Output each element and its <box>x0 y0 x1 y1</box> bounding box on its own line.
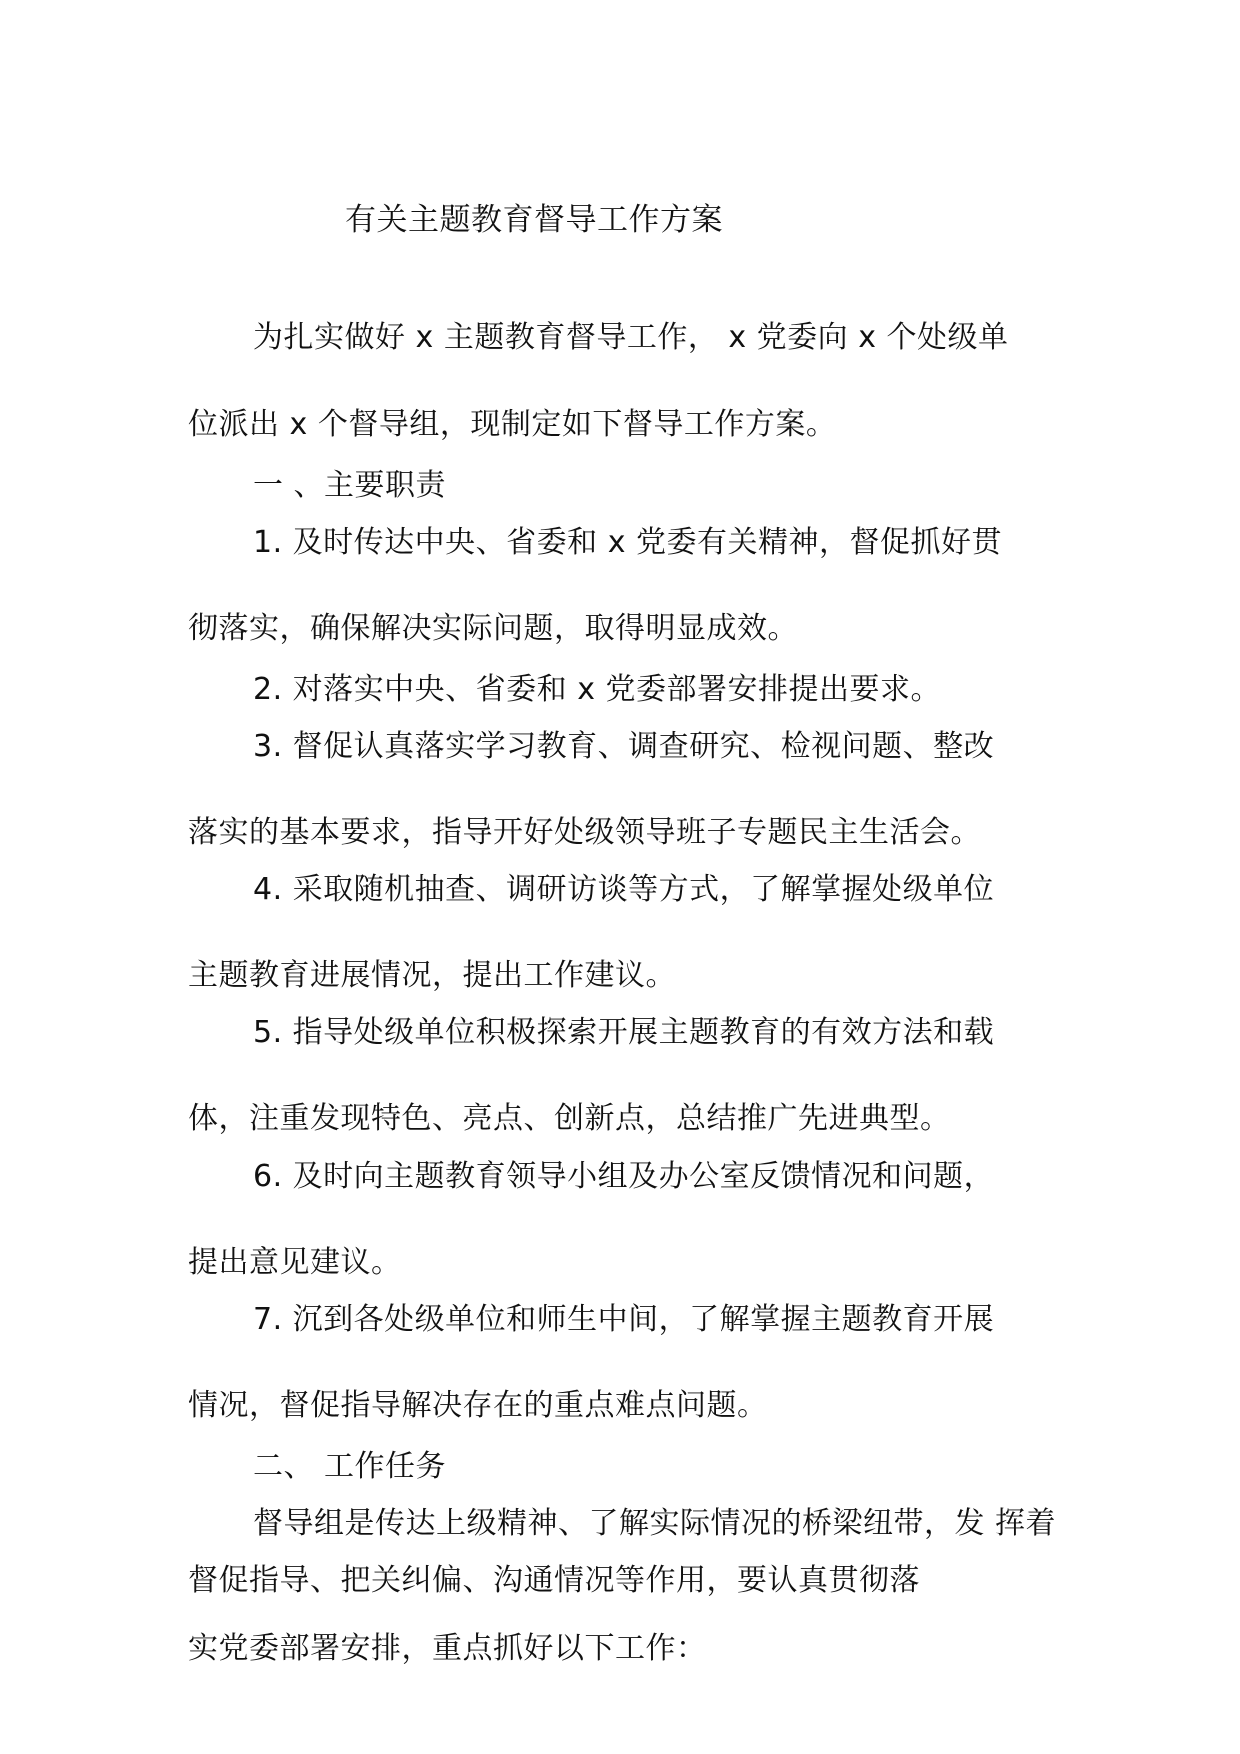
tasks-paragraph-line: 督导组是传达上级精神、了解实际情况的桥梁纽带，发 挥着 <box>253 1506 1057 1541</box>
duty-item-7-line: 7. 沉到各处级单位和师生中间，了解掌握主题教育开展 <box>253 1302 995 1337</box>
tasks-paragraph-line: 督促指导、把关纠偏、沟通情况等作用，要认真贯彻落 <box>188 1563 920 1598</box>
tasks-paragraph-line: 实党委部署安排，重点抓好以下工作： <box>188 1631 707 1666</box>
page-title: 有关主题教育督导工作方案 <box>345 202 723 238</box>
intro-paragraph-line: 位派出 x 个督导组，现制定如下督导工作方案。 <box>188 407 837 442</box>
duty-item-6-line: 6. 及时向主题教育领导小组及办公室反馈情况和问题， <box>253 1159 995 1194</box>
duty-item-4-line: 4. 采取随机抽查、调研访谈等方式，了解掌握处级单位 <box>253 872 995 907</box>
duty-item-4-line: 主题教育进展情况，提出工作建议。 <box>188 958 676 993</box>
duty-item-7-line: 情况，督促指导解决存在的重点难点问题。 <box>188 1388 768 1423</box>
intro-paragraph-line: 为扎实做好 x 主题教育督导工作， x 党委向 x 个处级单 <box>253 320 1009 355</box>
duty-item-1-line: 彻落实，确保解决实际问题，取得明显成效。 <box>188 611 798 646</box>
duty-item-3-line: 3. 督促认真落实学习教育、调查研究、检视问题、整改 <box>253 729 995 764</box>
duty-item-2-line: 2. 对落实中央、省委和 x 党委部署安排提出要求。 <box>253 672 941 707</box>
section-heading-main-duties: 一 、主要职责 <box>253 468 447 503</box>
duty-item-5-line: 5. 指导处级单位积极探索开展主题教育的有效方法和载 <box>253 1015 995 1050</box>
duty-item-6-line: 提出意见建议。 <box>188 1245 402 1280</box>
duty-item-5-line: 体，注重发现特色、亮点、创新点，总结推广先进典型。 <box>188 1101 951 1136</box>
duty-item-3-line: 落实的基本要求，指导开好处级领导班子专题民主生活会。 <box>188 815 981 850</box>
section-heading-work-tasks: 二、 工作任务 <box>253 1449 447 1484</box>
duty-item-1-line: 1. 及时传达中央、省委和 x 党委有关精神，督促抓好贯 <box>253 525 1002 560</box>
